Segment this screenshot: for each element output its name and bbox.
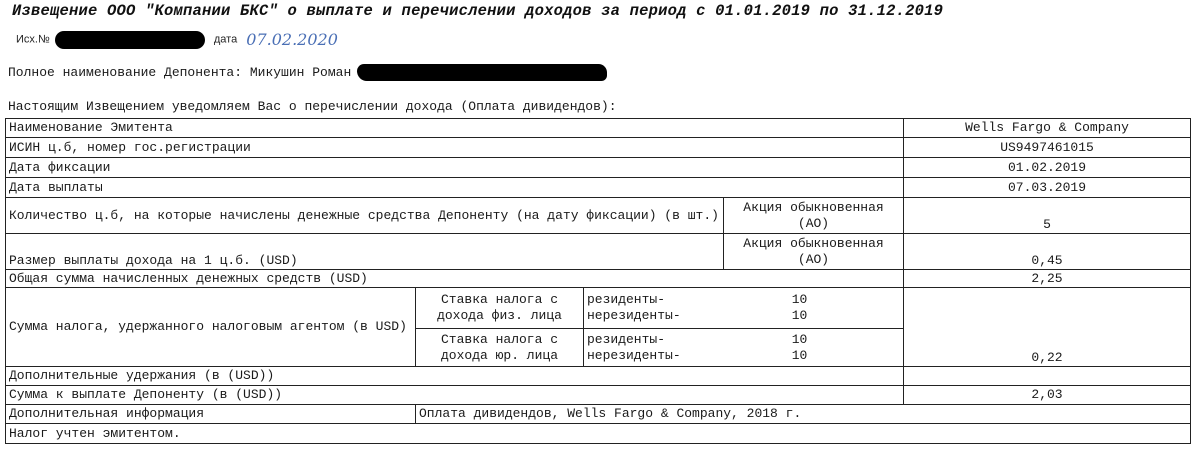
legal-resident-rate: 10 — [791, 331, 808, 347]
tax-individual-label: Ставка налога с дохода физ. лица — [416, 288, 584, 329]
reference-line — [16, 30, 338, 49]
ref-number-label: Исх.№ — [16, 33, 50, 46]
pay-date-label: Дата выплаты — [6, 178, 904, 198]
quantity-value: 5 — [904, 198, 1191, 234]
handwritten-date: 07.02.2020 — [246, 30, 338, 49]
table-row-payout — [6, 386, 1191, 405]
ind-nonresident-rate: 10 — [791, 308, 808, 323]
redacted-depositor-name — [357, 64, 607, 81]
issuer-label: Наименование Эмитента — [6, 119, 904, 138]
redacted-ref-number — [55, 31, 205, 49]
isin-value: US9497461015 — [904, 138, 1191, 158]
info-label: Дополнительная информация — [6, 405, 416, 424]
date-label: дата — [213, 33, 238, 46]
depositor-label: Полное наименование Депонента: Микушин Роман — [8, 64, 352, 80]
table-row-issuer — [6, 119, 1191, 138]
fix-date-label: Дата фиксации — [6, 158, 904, 178]
table-row-rate — [6, 234, 1191, 270]
table-row-total — [6, 270, 1191, 288]
legal-nonresident-rate: 10 — [791, 347, 808, 363]
payout-value: 2,03 — [904, 386, 1191, 405]
payout-label: Сумма к выплате Депоненту (в (USD)) — [6, 386, 904, 405]
rate-label: Размер выплаты дохода на 1 ц.б. (USD) — [6, 234, 724, 270]
legal-nonresidents-label: нерезиденты- — [587, 347, 681, 363]
depositor-line — [8, 64, 607, 81]
table-row-tax-individual — [6, 288, 1191, 329]
rate-share-type: Акция обыкновенная (АО) — [724, 234, 904, 270]
extra-label: Дополнительные удержания (в (USD)) — [6, 367, 904, 386]
table-row-info — [6, 405, 1191, 424]
table-row-pay-date — [6, 178, 1191, 198]
table-row-note — [6, 424, 1191, 444]
issuer-value: Wells Fargo & Company — [904, 119, 1191, 138]
total-value: 2,25 — [904, 270, 1191, 288]
individual-rates — [584, 288, 904, 329]
table-row-isin — [6, 138, 1191, 158]
tax-value: 0,22 — [904, 288, 1191, 367]
table-row-extra — [6, 367, 1191, 386]
info-value: Оплата дивидендов, Wells Fargo & Company, 2018 г. — [416, 405, 1191, 424]
legal-residents-label: резиденты- — [587, 331, 666, 347]
ind-resident-rate: 10 — [791, 292, 808, 307]
notice-text: Настоящим Извещением уведомляем Вас о перечислении дохода (Оплата дивидендов): — [8, 99, 617, 114]
extra-value — [904, 367, 1191, 386]
tax-legal-label: Ставка налога с дохода юр. лица — [416, 329, 584, 367]
total-label: Общая сумма начисленных денежных средств (USD) — [6, 270, 904, 288]
fix-date-value: 01.02.2019 — [904, 158, 1191, 178]
tax-note: Налог учтен эмитентом. — [6, 424, 1191, 444]
table-row-quantity — [6, 198, 1191, 234]
rate-value: 0,45 — [904, 234, 1191, 270]
quantity-share-type: Акция обыкновенная (АО) — [724, 198, 904, 234]
income-table — [5, 118, 1191, 444]
isin-label: ИСИН ц.б, номер гос.регистрации — [6, 138, 904, 158]
ind-residents-label: резиденты- — [587, 292, 666, 307]
ind-nonresidents-label: нерезиденты- — [587, 308, 681, 323]
quantity-label: Количество ц.б, на которые начислены денежные средства Депоненту (на дату фиксации) (в шт.) — [6, 198, 724, 234]
table-row-fix-date — [6, 158, 1191, 178]
document-title: Извещение ООО "Компании БКС" о выплате и перечислении доходов за период с 01.01.2019 по 31.12.2019 — [12, 2, 944, 20]
legal-rates — [584, 329, 904, 367]
pay-date-value: 07.03.2019 — [904, 178, 1191, 198]
tax-label: Сумма налога, удержанного налоговым агентом (в USD) — [6, 288, 416, 367]
